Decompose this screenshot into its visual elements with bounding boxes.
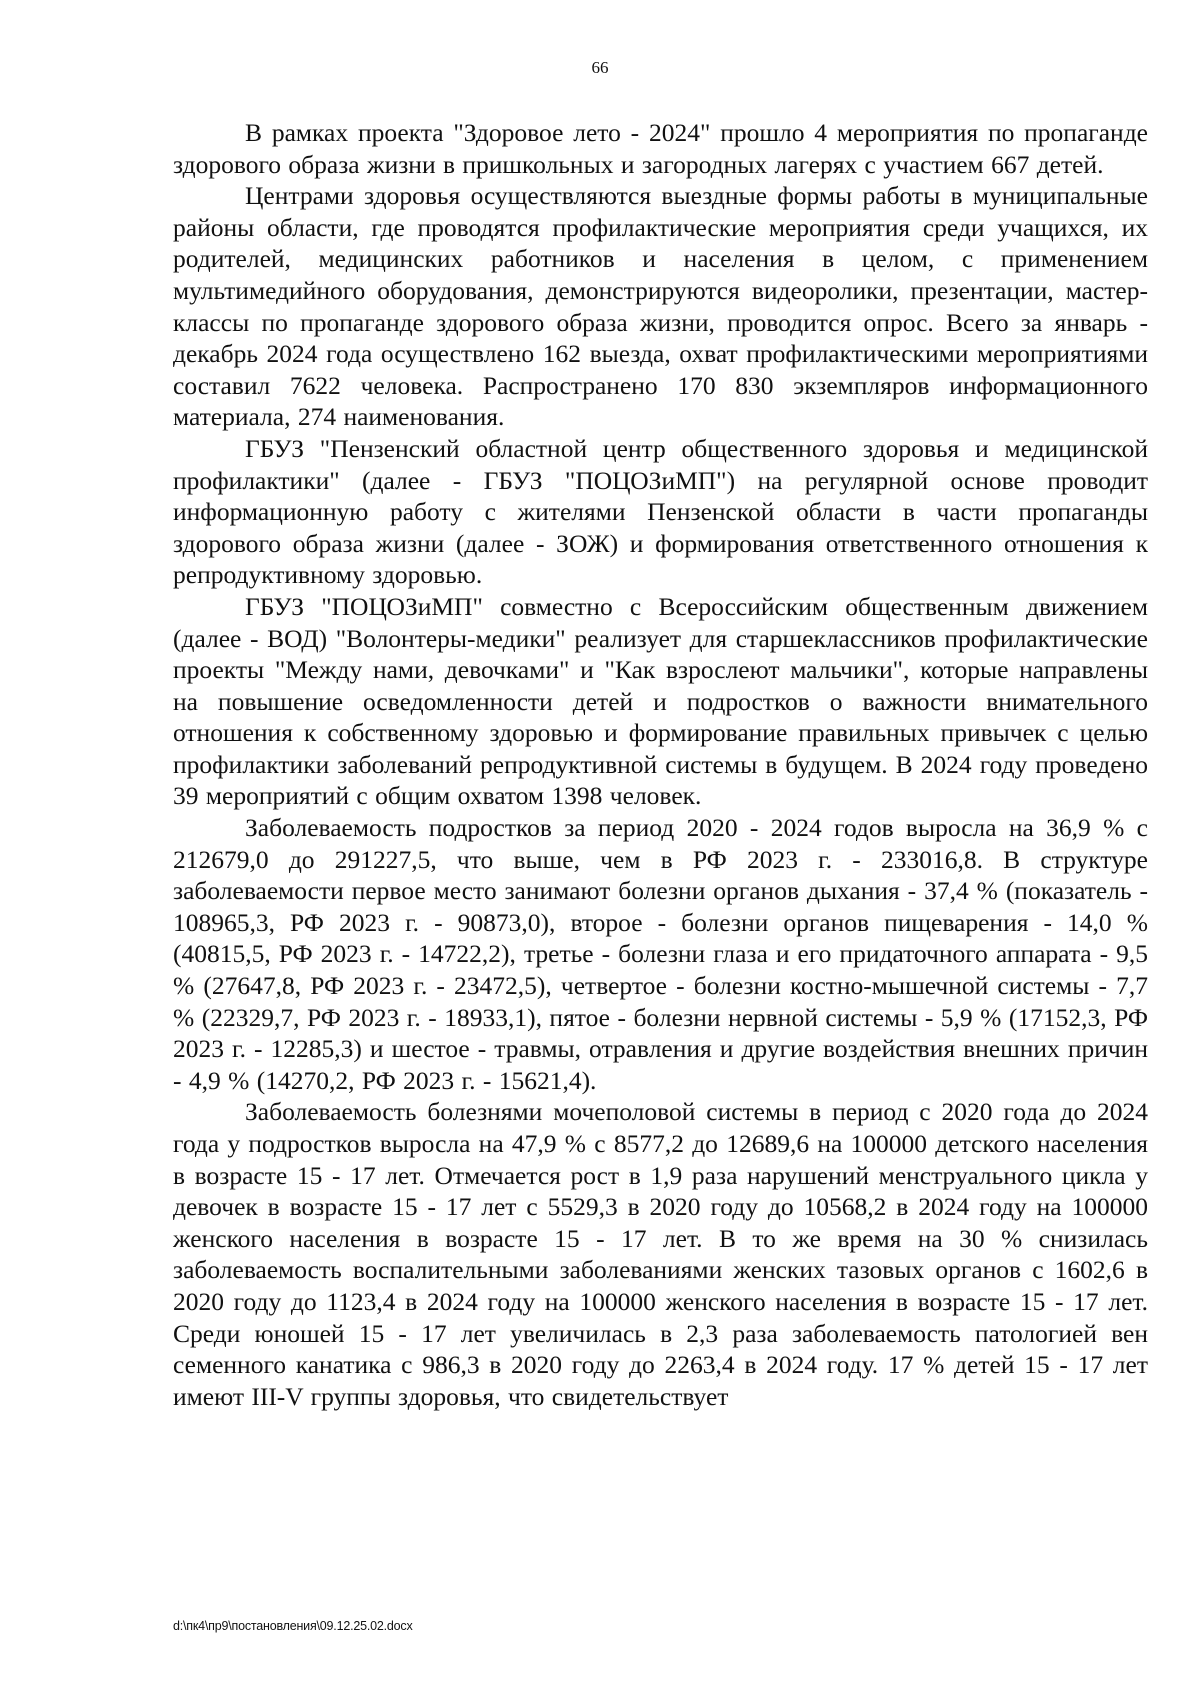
paragraph-volunteer-projects: ГБУЗ "ПОЦОЗиМП" совместно с Всероссийским общественным движением (далее - ВОД) "Волонтеры-медики" реализует для старшеклассников профилактические проекты "Между нами, девочками" и "Как взрослеют мальчики", которые направлены на повышение осведомленности детей и подростков о важности внимательного отношения к собственному здоровью и формирование правильных привычек с целью профилактики заболеваний репродуктивной системы в будущем. В 2024 году проведено 39 мероприятий с общим охватом 1398 человек.	[173, 591, 1148, 811]
document-body	[173, 117, 1148, 1412]
paragraph-healthy-summer: В рамках проекта "Здоровое лето - 2024" прошло 4 мероприятия по пропаганде здорового образа жизни в пришкольных и загородных лагерях с участием 667 детей.	[173, 118, 1148, 179]
file-path-footer: d:\пк4\пр9\постановления\09.12.25.02.docx	[173, 1619, 413, 1633]
paragraph-genitourinary-morbidity: Заболеваемость болезнями мочеполовой системы в период с 2020 года до 2024 года у подростков выросла на 47,9 % с 8577,2 до 12689,6 на 100000 детского населения в возрасте 15 - 17 лет. Отмечается рост в 1,9 раза нарушений менструального цикла у девочек в возрасте 15 - 17 лет с 5529,3 в 2020 году до 10568,2 в 2024 году на 100000 женского населения в возрасте 15 - 17 лет. В то же время на 30 % снизилась заболеваемость воспалительными заболеваниями женских тазовых органов с 1602,6 в 2020 году до 1123,4 в 2024 году на 100000 женского населения в возрасте 15 - 17 лет. Среди юношей 15 - 17 лет увеличилась в 2,3 раза заболеваемость патологией вен семенного канатика с 986,3 в 2020 году до 2263,4 в 2024 году. 17 % детей 15 - 17 лет имеют III-V группы здоровья, что свидетельствует	[173, 1097, 1148, 1411]
paragraph-adolescent-morbidity: Заболеваемость подростков за период 2020 - 2024 годов выросла на 36,9 % с 212679,0 до 291227,5, что выше, чем в РФ 2023 г. - 233016,8. В структуре заболеваемости первое место занимают болезни органов дыхания - 37,4 % (показатель - 108965,3, РФ 2023 г. - 90873,0), второе - болезни органов пищеварения - 14,0 % (40815,5, РФ 2023 г. - 14722,2), третье - болезни глаза и его придаточного аппарата - 9,5 % (27647,8, РФ 2023 г. - 23472,5), четвертое - болезни костно-мышечной системы - 7,7 % (22329,7, РФ 2023 г. - 18933,1), пятое - болезни нервной системы - 5,9 % (17152,3, РФ 2023 г. - 12285,3) и шестое - травмы, отравления и другие воздействия внешних причин - 4,9 % (14270,2, РФ 2023 г. - 15621,4).	[173, 813, 1148, 1095]
paragraph-gbuz-center: ГБУЗ "Пензенский областной центр общественного здоровья и медицинской профилактики" (далее - ГБУЗ "ПОЦОЗиМП") на регулярной основе проводит информационную работу с жителями Пензенской области в части пропаганды здорового образа жизни (далее - ЗОЖ) и формирования ответственного отношения к репродуктивному здоровью.	[173, 433, 1148, 590]
paragraph-health-centers: Центрами здоровья осуществляются выездные формы работы в муниципальные районы области, где проводятся профилактические мероприятия среди учащихся, их родителей, медицинских работников и населения в целом, с применением мультимедийного оборудования, демонстрируются видеоролики, презентации, мастер-классы по пропаганде здорового образа жизни, проводится опрос. Всего за январь - декабрь 2024 года осуществлено 162 выезда, охват профилактическими мероприятиями составил 7622 человека. Распространено 170 830 экземпляров информационного материала, 274 наименования.	[173, 181, 1148, 432]
page-number: 66	[591, 58, 609, 77]
